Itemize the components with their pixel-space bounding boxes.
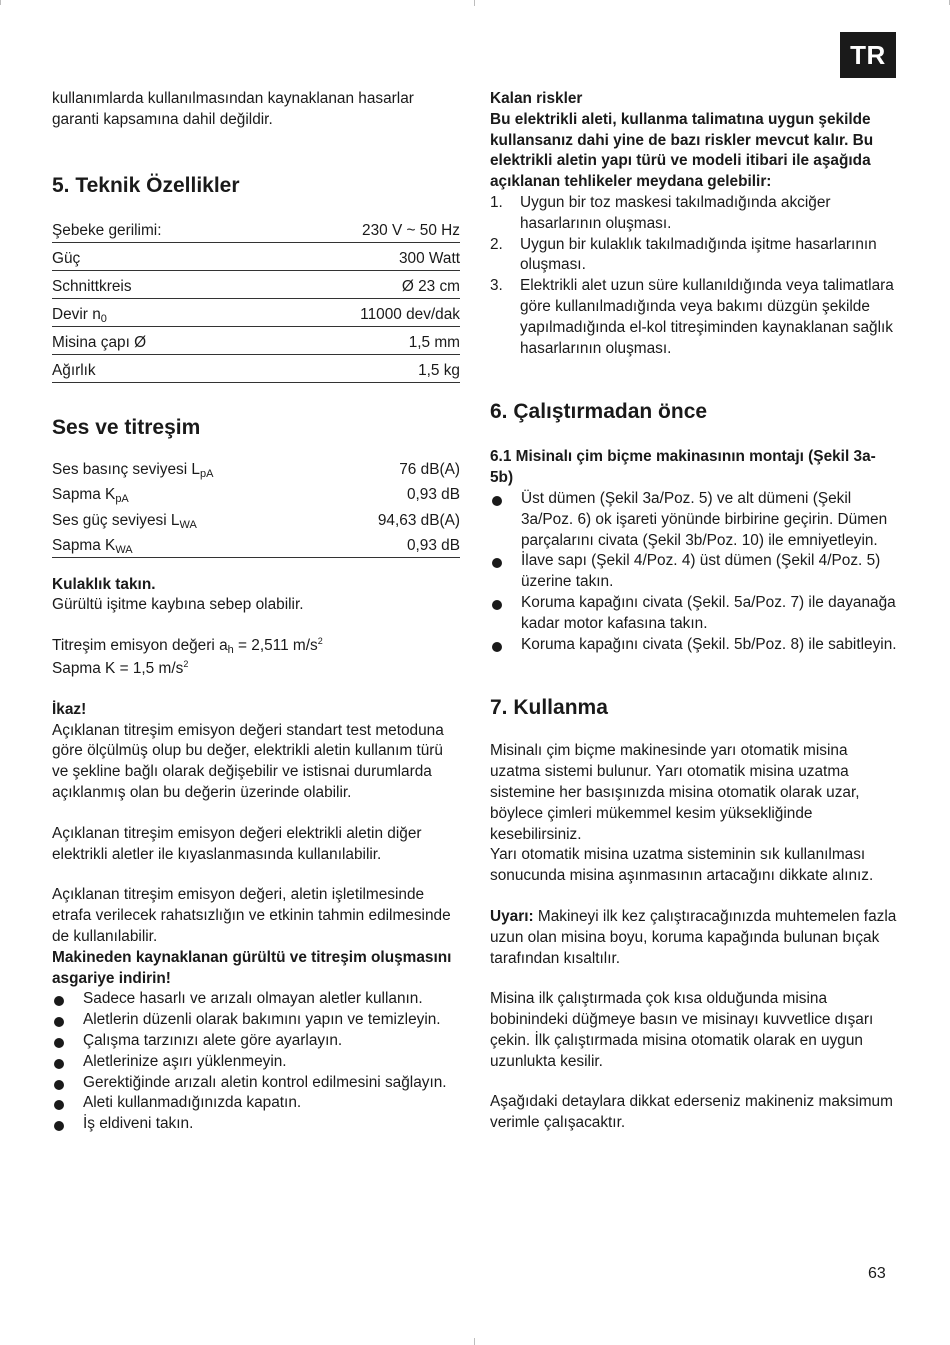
- spec-label: Misina çapı Ø: [52, 334, 147, 352]
- bullet-icon: [54, 1100, 64, 1110]
- warning-text: Makineyi ilk kez çalıştıracağınızda muhtemelen fazla uzun olan misina boyu, koruma kapağında bulunan bıçak tarafından kısaltılır.: [490, 907, 897, 967]
- table-row: [52, 299, 460, 327]
- warning-paragraph: Açıklanan titreşim emisyon değeri, aletin işletilmesinde etrafa verilecek rahatsızlığın ve etkinin tahmin edilmesinde de kullanılabilir.: [52, 886, 451, 945]
- sound-label-main: Ses basınç seviyesi L: [52, 460, 200, 478]
- spec-label-main: Devir n: [52, 306, 101, 324]
- spec-label: [52, 299, 265, 327]
- spec-table: [52, 215, 460, 384]
- usage-warning: [490, 907, 898, 969]
- ear-protection-text: Gürültü işitme kaybına sebep olabilir.: [52, 596, 304, 614]
- sound-section-title: Ses ve titreşim: [52, 416, 201, 440]
- list-item-text: Aletlerinize aşırı yüklenmeyin.: [83, 1052, 287, 1070]
- section-5-title: 5. Teknik Özellikler: [52, 173, 240, 197]
- vibration-sup: 2: [317, 636, 323, 647]
- deviation-text: Sapma K = 1,5 m/s: [52, 659, 184, 677]
- vibration-sub: h: [227, 644, 234, 657]
- sound-label-sub: pA: [115, 493, 129, 506]
- list-number: 1.: [490, 193, 503, 211]
- spec-value: 11000 dev/dak: [360, 306, 460, 324]
- risk-list: [490, 193, 898, 359]
- intro-text: kullanımlarda kullanılmasından kaynaklanan hasarlar garanti kapsamına dahil değildir.: [52, 90, 414, 128]
- usage-paragraph: Aşağıdaki detaylara dikkat ederseniz makineniz maksimum verimle çalışacaktır.: [490, 1093, 893, 1132]
- list-item-text: Koruma kapağını civata (Şekil. 5a/Poz. 7) ile dayanağa kadar motor kafasına takın.: [521, 593, 896, 632]
- list-item: [52, 989, 460, 1010]
- sound-label-main: Sapma K: [52, 486, 116, 504]
- list-item: [490, 551, 898, 593]
- bullet-icon: [54, 1121, 64, 1131]
- warning-paragraph: Açıklanan titreşim emisyon değeri elektrikli aletin diğer elektrikli aletler ile kıyaslanmasında kullanılabilir.: [52, 824, 422, 863]
- warning-paragraph: Açıklanan titreşim emisyon değeri standart test metoduna göre ölçülmüş olup bu değer, elektrikli aletin kullanım türü ve şekline bağlı olarak değişebilir ve istisnai durumlarda açıklanmış olan bu değerin üzerinde olabilir.: [52, 721, 444, 801]
- table-row: [52, 355, 460, 383]
- table-row: [52, 271, 460, 299]
- spec-label: Schnittkreis: [52, 278, 132, 296]
- section-7-title: 7. Kullanma: [490, 696, 608, 720]
- spec-label: Ağırlık: [52, 362, 96, 380]
- sound-value: 0,93 dB: [406, 486, 460, 504]
- bullet-icon: [54, 996, 64, 1006]
- spec-label-sub: 0: [100, 313, 107, 326]
- sound-value: 94,63 dB(A): [377, 511, 460, 529]
- bullet-icon: [54, 1038, 64, 1048]
- list-item: [490, 635, 898, 656]
- section-6-1-title: 6.1 Misinalı çim biçme makinasının montajı (Şekil 3a-5b): [490, 448, 876, 487]
- list-item-text: Aleti kullanmadığınızda kapatın.: [83, 1094, 302, 1112]
- list-item-text: Sadece hasarlı ve arızalı olmayan aletler kullanın.: [83, 990, 423, 1008]
- list-item-text: Koruma kapağını civata (Şekil. 5b/Poz. 8) ile sabitleyin.: [521, 635, 897, 653]
- risk-title: Kalan riskler: [490, 90, 583, 107]
- list-item-text: Elektrikli alet uzun süre kullanıldığında veya talimatlara göre kullanılmadığında veya bakımı düzgün şekilde yapılmadığında el-kol titreşiminden kaynaklanan sağlık hasarlarının oluşması.: [520, 277, 894, 357]
- table-row: [52, 243, 460, 271]
- sound-value: 0,93 dB: [406, 536, 460, 554]
- bullet-icon: [492, 600, 502, 610]
- table-row: [52, 327, 460, 355]
- sound-label: [52, 455, 322, 481]
- sound-label-sub: WA: [115, 543, 133, 556]
- vibration-label: Titreşim emisyon değeri a: [52, 637, 228, 655]
- list-item-text: Aletlerin düzenli olarak bakımını yapın ve temizleyin.: [83, 1011, 441, 1029]
- list-item: [52, 1010, 460, 1031]
- list-item: [52, 1052, 460, 1073]
- list-item-text: Uygun bir kulaklık takılmadığında işitme hasarlarının oluşması.: [520, 235, 877, 274]
- sound-label: [52, 481, 322, 507]
- spec-value: 300 Watt: [398, 250, 460, 268]
- ear-protection-title: Kulaklık takın.: [52, 575, 156, 593]
- vibration-number: = 2,511 m/s: [233, 637, 318, 655]
- bullet-icon: [54, 1059, 64, 1069]
- list-item-text: Uygun bir toz maskesi takılmadığında akciğer hasarlarının oluşması.: [520, 193, 831, 232]
- bullet-icon: [54, 1017, 64, 1027]
- bullet-icon: [54, 1080, 64, 1090]
- list-item: [490, 593, 898, 635]
- reduce-title: Makineden kaynaklanan gürültü ve titreşim oluşmasını asgariye indirin!: [52, 948, 452, 987]
- table-row: [52, 481, 460, 507]
- sound-label-sub: pA: [200, 467, 214, 480]
- list-item: [52, 1114, 460, 1135]
- sound-label-sub: WA: [179, 518, 197, 531]
- crop-mark: [474, 1338, 475, 1345]
- spec-value: Ø 23 cm: [401, 278, 460, 296]
- table-row: [52, 532, 460, 558]
- list-item-text: İlave sapı (Şekil 4/Poz. 4) üst dümen (Şekil 4/Poz. 5) üzerine takın.: [521, 552, 881, 591]
- section-6-title: 6. Çalıştırmadan önce: [490, 400, 708, 424]
- table-row: [52, 215, 460, 243]
- list-item-text: Çalışma tarzınızı alete göre ayarlayın.: [83, 1031, 343, 1049]
- spec-label: Şebeke gerilimi:: [52, 222, 162, 240]
- vibration-deviation: [52, 659, 460, 680]
- spec-value: 1,5 mm: [408, 334, 460, 352]
- sound-label: [52, 532, 322, 558]
- risk-intro: Bu elektrikli aleti, kullanma talimatına uygun şekilde kullansanız dahi yine de bazı riskler mevcut kalır. Bu elektrikli aletin yapı türü ve modeli itibari ile aşağıda açıklanan tehlikeler meydana gelebilir:: [490, 110, 874, 191]
- bullet-icon: [492, 558, 502, 568]
- table-row: [52, 455, 460, 481]
- crop-mark: [474, 0, 475, 6]
- list-number: 3.: [490, 277, 503, 295]
- sound-label-main: Sapma K: [52, 536, 116, 554]
- usage-paragraph: Misina ilk çalıştırmada çok kısa olduğunda misina bobinindeki düğmeye basın ve misinayı kuvvetlice dışarı çekin. İlk çalıştırmada misina otomatik olarak en uygun uzunlukta kesilir.: [490, 990, 874, 1070]
- list-number: 2.: [490, 235, 503, 253]
- sound-table: [52, 455, 460, 558]
- spec-label: Güç: [52, 250, 81, 268]
- table-row: [52, 506, 460, 532]
- right-column: [490, 89, 898, 1134]
- deviation-sup: 2: [183, 658, 189, 669]
- sound-label-main: Ses güç seviyesi L: [52, 511, 180, 529]
- spec-value: 1,5 kg: [418, 362, 460, 380]
- spec-value: 230 V ~ 50 Hz: [362, 222, 460, 240]
- sound-value: 76 dB(A): [399, 460, 460, 478]
- vibration-value: [52, 636, 460, 657]
- list-item-text: Gerektiğinde arızalı aletin kontrol edilmesini sağlayın.: [83, 1073, 447, 1091]
- bullet-icon: [492, 642, 502, 652]
- list-item: [490, 235, 898, 277]
- language-badge: TR: [840, 32, 896, 78]
- left-column: [52, 89, 460, 1135]
- warning-label: Uyarı:: [490, 907, 534, 925]
- assembly-list: [490, 489, 898, 655]
- list-item: [52, 1093, 460, 1114]
- bullet-icon: [492, 496, 502, 506]
- list-item-text: Üst dümen (Şekil 3a/Poz. 5) ve alt dümeni (Şekil 3a/Poz. 6) ok işareti yönünde birbirine geçirin. Dümen parçalarını civata (Şekil 3b/Poz. 10) ile emniyetleyin.: [521, 489, 888, 549]
- usage-paragraph: Yarı otomatik misina uzatma sisteminin sık kullanılması sonucunda misina aşınmasının artacağını dikkate alınız.: [490, 846, 874, 885]
- sound-label: [52, 506, 322, 532]
- list-item-text: İş eldiveni takın.: [83, 1115, 194, 1133]
- crop-mark: [0, 0, 1, 5]
- usage-paragraph: Misinalı çim biçme makinesinde yarı otomatik misina uzatma sistemi bulunur. Yarı otomatik misina uzatma sistemine her basışınızda misina otomatik olarak uzar, böylece çimleri mükemmel kesim yüksekliğinde kesebilirsiniz.: [490, 742, 860, 843]
- list-item: [490, 193, 898, 235]
- list-item: [490, 276, 898, 359]
- list-item: [52, 1031, 460, 1052]
- list-item: [490, 489, 898, 551]
- reduce-list: [52, 989, 460, 1135]
- list-item: [52, 1073, 460, 1094]
- warning-title: İkaz!: [52, 700, 87, 718]
- page-number: 63: [868, 1265, 886, 1282]
